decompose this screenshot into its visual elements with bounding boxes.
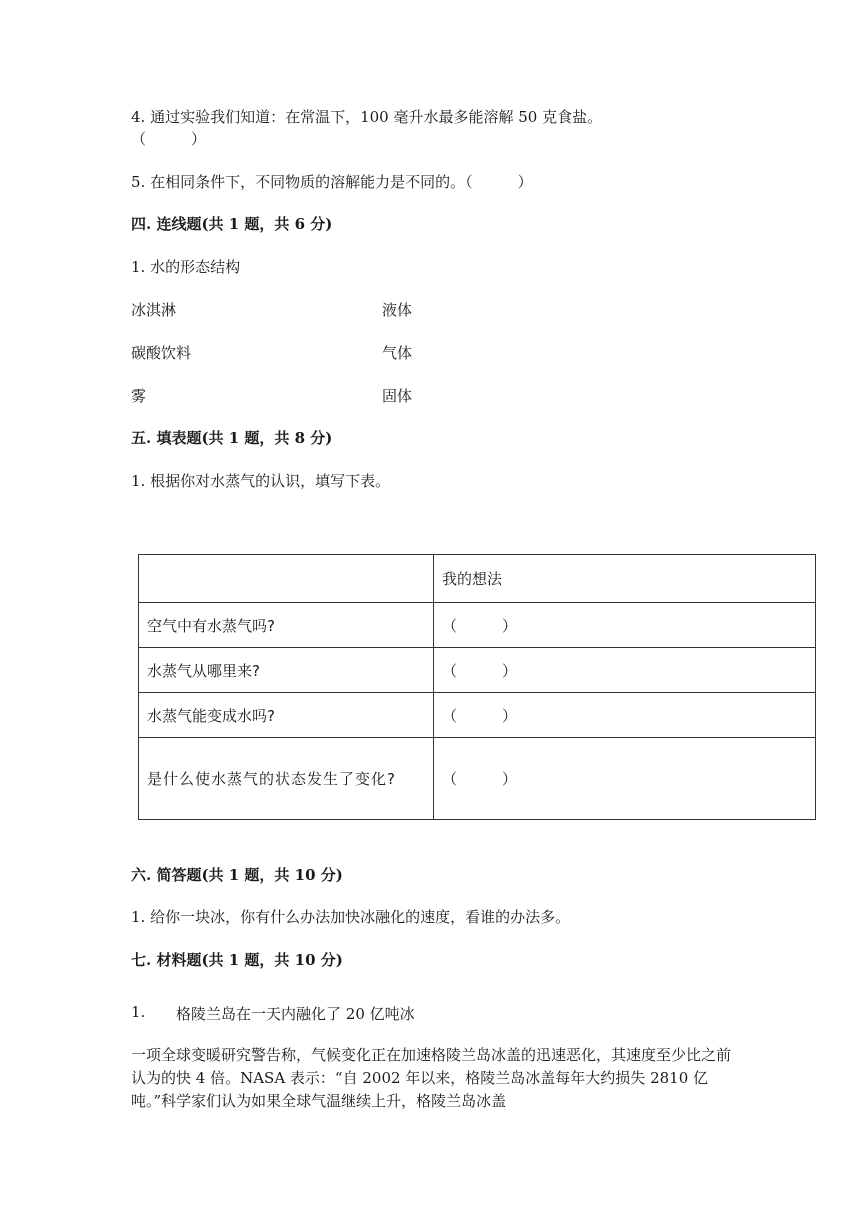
water-vapor-table — [138, 554, 816, 820]
question-5-text: 5. 在相同条件下，不同物质的溶解能力是不同的。（ ） — [131, 173, 533, 191]
question-4-answer-blank: （ ） — [131, 130, 207, 148]
match-right-item: 液体 — [382, 301, 413, 319]
table-question-cell: 水蒸气从哪里来? — [139, 648, 434, 693]
section-6-title: 六. 简答题(共 1 题，共 10 分) — [131, 866, 343, 884]
table-row — [139, 738, 816, 820]
table-row — [139, 693, 816, 738]
section-7-title: 七. 材料题(共 1 题，共 10 分) — [131, 951, 343, 969]
table-row — [139, 603, 816, 648]
section-4-title: 四. 连线题(共 1 题，共 6 分) — [131, 215, 333, 233]
section-5-question-1: 1. 根据你对水蒸气的认识，填写下表。 — [131, 472, 391, 490]
section-4-question-1: 1. 水的形态结构 — [131, 258, 241, 276]
table-header-cell: 我的想法 — [434, 555, 816, 603]
material-passage: 一项全球变暖研究警告称，气候变化正在加速格陵兰岛冰盖的迅速恶化，其速度至少比之前认为的快 4 倍。NASA 表示：“自 2002 年以来，格陵兰岛冰盖每年大约损失 2810 亿吨。”科学家们认为如果全球气温继续上升，格陵兰岛冰盖 — [131, 1046, 732, 1110]
question-4-text: 4. 通过实验我们知道：在常温下，100 毫升水最多能溶解 50 克食盐。 — [131, 108, 603, 126]
table-header-cell — [139, 555, 434, 603]
table-answer-blank[interactable]: （ ） — [434, 738, 816, 820]
table-answer-blank[interactable]: （ ） — [434, 648, 816, 693]
table-question-cell: 水蒸气能变成水吗? — [139, 693, 434, 738]
match-left-item: 雾 — [131, 387, 147, 405]
table-header-row — [139, 555, 816, 603]
match-left-item: 碳酸饮料 — [131, 344, 192, 362]
table-answer-blank[interactable]: （ ） — [434, 693, 816, 738]
section-7-question-number: 1. — [131, 1003, 146, 1021]
match-left-item: 冰淇淋 — [131, 301, 177, 319]
table-row — [139, 648, 816, 693]
section-5-title: 五. 填表题(共 1 题，共 8 分) — [131, 429, 333, 447]
match-right-item: 固体 — [382, 387, 413, 405]
section-6-question-1: 1. 给你一块冰，你有什么办法加快冰融化的速度，看谁的办法多。 — [131, 908, 571, 926]
table-question-cell: 空气中有水蒸气吗? — [139, 603, 434, 648]
table-answer-blank[interactable]: （ ） — [434, 603, 816, 648]
table-question-cell: 是什么使水蒸气的状态发生了变化? — [139, 738, 434, 820]
match-right-item: 气体 — [382, 344, 413, 362]
material-title: 格陵兰岛在一天内融化了 20 亿吨冰 — [176, 1005, 415, 1023]
